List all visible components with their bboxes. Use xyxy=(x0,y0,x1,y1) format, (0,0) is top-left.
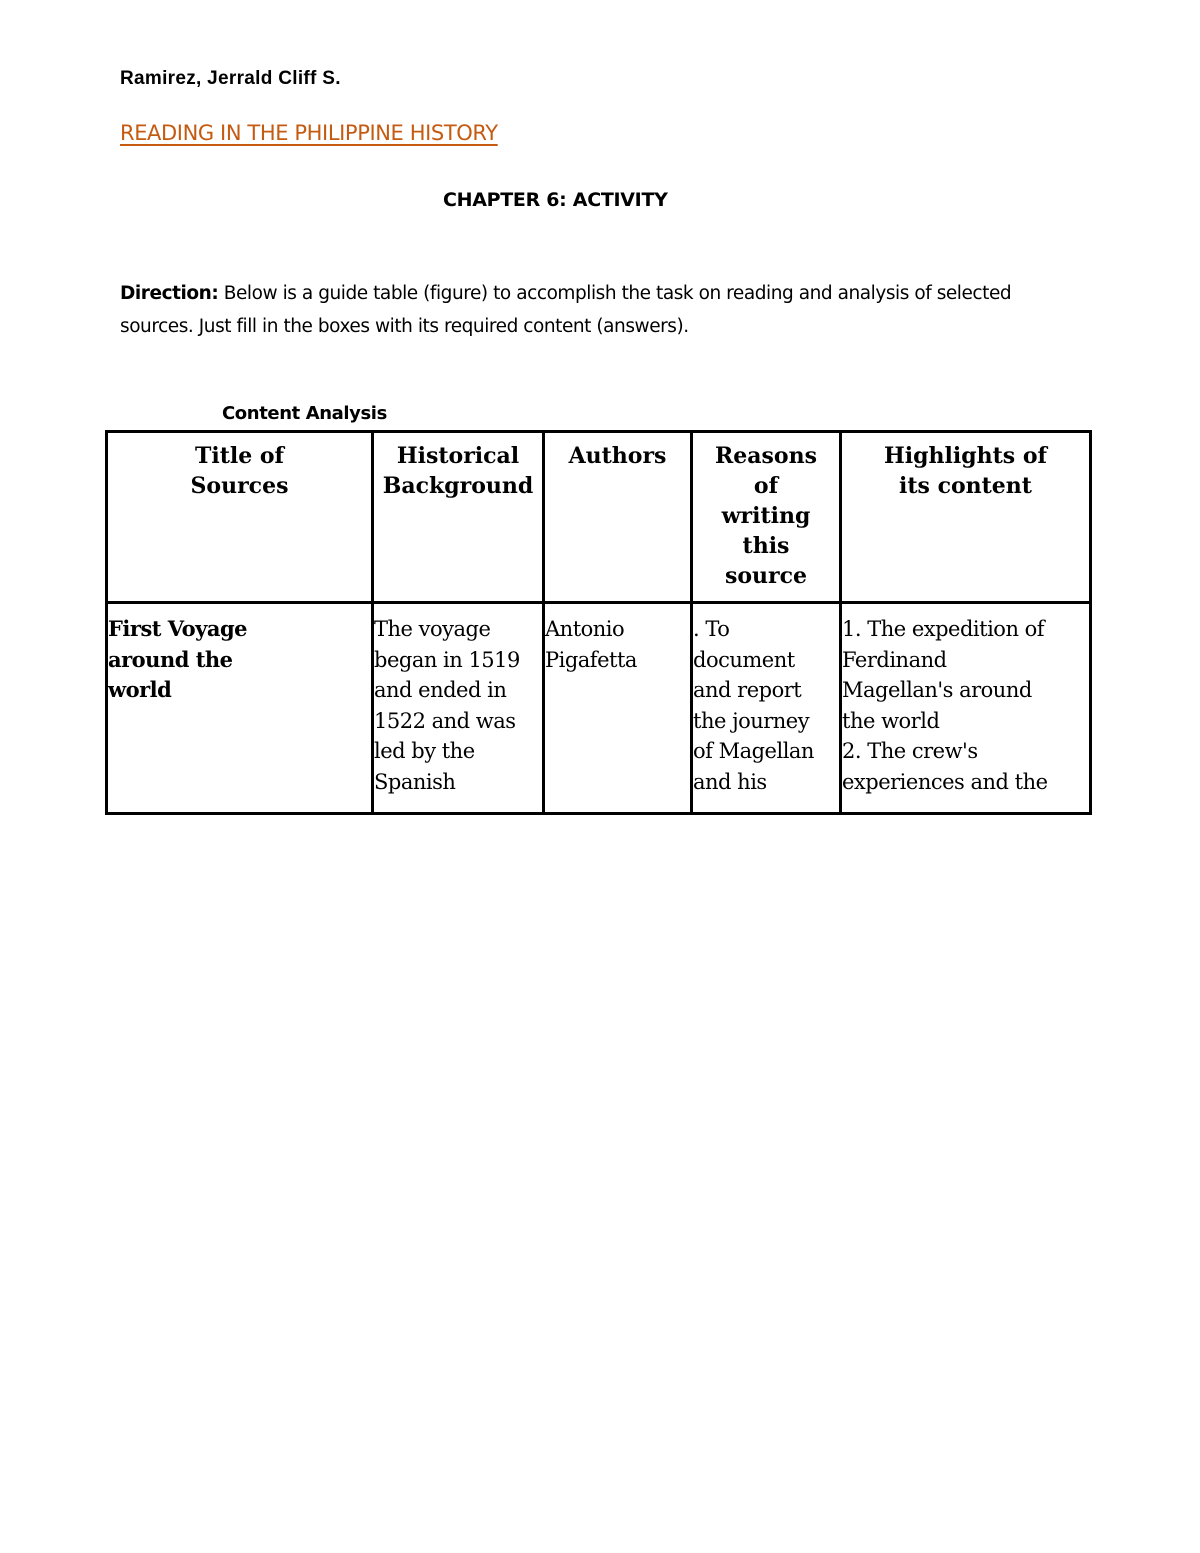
header-line: writing xyxy=(721,503,811,529)
cell-line: world xyxy=(108,677,172,702)
header-line: Sources xyxy=(190,473,289,499)
content-analysis-table xyxy=(105,430,1092,815)
header-line: Authors xyxy=(568,443,667,469)
cell-line: document xyxy=(693,647,795,672)
cell-line: Pigafetta xyxy=(545,647,637,672)
header-reasons-of-writing xyxy=(692,432,841,603)
cell-line: and his xyxy=(693,769,767,794)
cell-line: led by the xyxy=(374,739,475,763)
cell-line: of Magellan xyxy=(693,739,814,763)
header-line: Highlights of xyxy=(884,443,1047,469)
header-authors xyxy=(544,432,692,603)
cell-line: the world xyxy=(842,708,940,733)
header-line: Reasons xyxy=(715,443,817,469)
header-line: of xyxy=(753,473,779,499)
cell-line: experiences and the xyxy=(842,769,1048,794)
header-historical-background xyxy=(373,432,544,603)
cell-authors xyxy=(544,603,692,814)
cell-line: The voyage xyxy=(374,617,491,641)
header-title-of-sources xyxy=(107,432,373,603)
cell-line: 2. The crew's xyxy=(842,739,978,763)
cell-line: and ended in xyxy=(374,678,507,702)
cell-line: Ferdinand xyxy=(842,647,947,672)
cell-line: Magellan's around xyxy=(842,678,1032,702)
cell-historical-background xyxy=(373,603,544,814)
cell-line: and report xyxy=(693,678,802,702)
direction-text: Below is a guide table (figure) to accomplish the task on reading and analysis of selected sources. Just fill in the boxes with its required content (answers). xyxy=(120,283,1012,337)
header-line: this xyxy=(742,533,790,559)
header-line: its content xyxy=(899,473,1032,499)
cell-reasons xyxy=(692,603,841,814)
cell-line: . To xyxy=(693,617,730,641)
course-title: READING IN THE PHILIPPINE HISTORY xyxy=(120,121,498,145)
header-line: Title of xyxy=(194,443,285,469)
author-name: Ramirez, Jerrald Cliff S. xyxy=(120,68,341,89)
cell-line: Antonio xyxy=(545,617,625,641)
cell-line: 1. The expedition of xyxy=(842,617,1045,641)
table-header-row xyxy=(107,432,1091,603)
header-line: Historical xyxy=(396,443,520,469)
chapter-title: CHAPTER 6: ACTIVITY xyxy=(443,189,668,211)
cell-line: First Voyage xyxy=(108,616,248,641)
header-line: Background xyxy=(382,473,534,499)
direction-label: Direction: xyxy=(120,283,219,304)
cell-title xyxy=(107,603,373,814)
cell-line: the journey xyxy=(693,708,810,733)
table-row xyxy=(107,603,1091,814)
cell-line: around the xyxy=(108,646,233,672)
cell-line: began in 1519 xyxy=(374,647,520,672)
cell-line: 1522 and was xyxy=(374,708,516,733)
header-line: source xyxy=(724,563,808,589)
direction-paragraph xyxy=(120,277,1020,343)
table-caption: Content Analysis xyxy=(222,403,387,424)
cell-line: Spanish xyxy=(374,769,456,794)
header-highlights xyxy=(841,432,1091,603)
cell-highlights xyxy=(841,603,1091,814)
